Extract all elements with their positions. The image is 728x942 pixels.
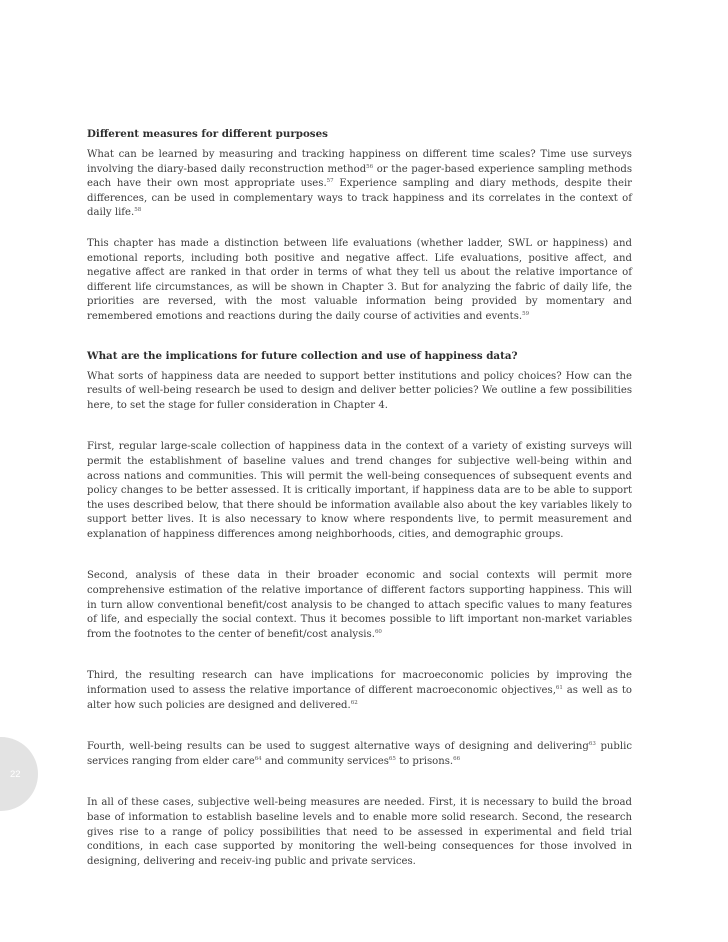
section-heading-measures: Different measures for different purposes xyxy=(87,128,328,140)
paragraph-text: or the pager-based experience sampling methods each have their own most appropriate uses. xyxy=(87,163,632,190)
section-heading-implications: What are the implications for future collection and use of happiness data? xyxy=(87,349,518,362)
paragraph-text: What can be learned by measuring and tracking happiness on different time scales? Time use surveys involving the diary-based daily reconstruction method xyxy=(87,149,632,175)
paragraph-text: to prisons. xyxy=(395,755,454,767)
paragraph-second xyxy=(87,569,632,642)
page-number: 22 xyxy=(10,769,21,780)
footnote-ref: 57 xyxy=(326,178,334,185)
footnote-ref: 61 xyxy=(555,685,563,692)
paragraph-fourth xyxy=(87,740,632,769)
footnote-ref: 59 xyxy=(522,310,530,317)
footnote-ref: 56 xyxy=(366,163,374,170)
footnote-ref: 62 xyxy=(350,699,358,706)
footnote-ref: 58 xyxy=(134,207,142,214)
footnote-ref: 65 xyxy=(388,755,396,762)
paragraph-third xyxy=(87,669,632,713)
paragraph-text: as well as to alter how such policies are designed and delivered. xyxy=(87,685,632,711)
paragraph-text: This chapter has made a distinction between life evaluations (whether ladder, SWL or happiness) and emotional reports, including both positive and negative affect. Life evaluations, positive affect, and negative affect are ranked in that order in terms of what they tell us about the relative importance of different life circumstances, as will be shown in Chapter 3. But for analyzing the fabric of daily life, the priorities are reversed, with the most valuable information being provided by momentary and remembered emotions and reactions during the daily course of activities and events. xyxy=(87,237,632,322)
paragraph-all-cases: In all of these cases, subjective well-being measures are needed. First, it is necessary to build the broad base of information to establish baseline levels and to enable more solid research. Second, the research gives rise to a range of policy possibilities that need to be assessed in experimental and field trial conditions, in each case supported by monitoring the well-being consequences for those involved in designing, delivering and receiv-ing public and private services. xyxy=(87,797,632,867)
footnote-ref: 63 xyxy=(588,741,596,748)
paragraph-text: and community services xyxy=(261,755,389,767)
paragraph-what-sorts: What sorts of happiness data are needed to support better institutions and policy choices? How can the results of well-being research be used to design and deliver better policies? We outline a few possibilities here, to set the stage for fuller consideration in Chapter 4. xyxy=(87,370,632,411)
paragraph-text: Fourth, well-being results can be used to suggest alternative ways of designing and delivering xyxy=(87,741,589,753)
footnote-ref: 66 xyxy=(453,755,461,762)
paragraph-distinction xyxy=(87,237,632,325)
paragraph-text: Third, the resulting research can have implications for macroeconomic policies by improving the information used to assess the relative importance of different macroeconomic objectives, xyxy=(87,670,632,697)
paragraph-text: public services ranging from elder care xyxy=(87,741,632,767)
paragraph-text: Experience sampling and diary methods, despite their differences, can be used in complementary ways to track happiness and its correlates in the context of daily life. xyxy=(87,178,632,219)
paragraph-first: First, regular large-scale collection of happiness data in the context of a variety of existing surveys will permit the establishment of baseline values and trend changes for subjective well-being within and across nations and communities. This will permit the well-being consequences of subsequent events and policy changes to be better assessed. It is critically important, if happiness data are to be able to support the uses described below, that there should be information available also about the key variables likely to support better lives. It is also necessary to know where respondents live, to permit measurement and explanation of happiness differences among neighborhoods, cities, and demographic groups. xyxy=(87,441,632,540)
paragraph-text: Second, analysis of these data in their broader economic and social contexts will permit more comprehensive estimation of the relative importance of different factors supporting happiness. This will in turn allow conventional benefit/cost analysis to be changed to attach specific values to many features of life, and especially the social context. Thus it becomes possible to lift important non-market variables from the footnotes to the center of benefit/cost analysis. xyxy=(87,570,632,640)
footnote-ref: 64 xyxy=(254,755,262,762)
footnote-ref: 60 xyxy=(374,628,382,635)
paragraph-time-scales xyxy=(87,148,632,221)
document-body xyxy=(87,127,632,869)
